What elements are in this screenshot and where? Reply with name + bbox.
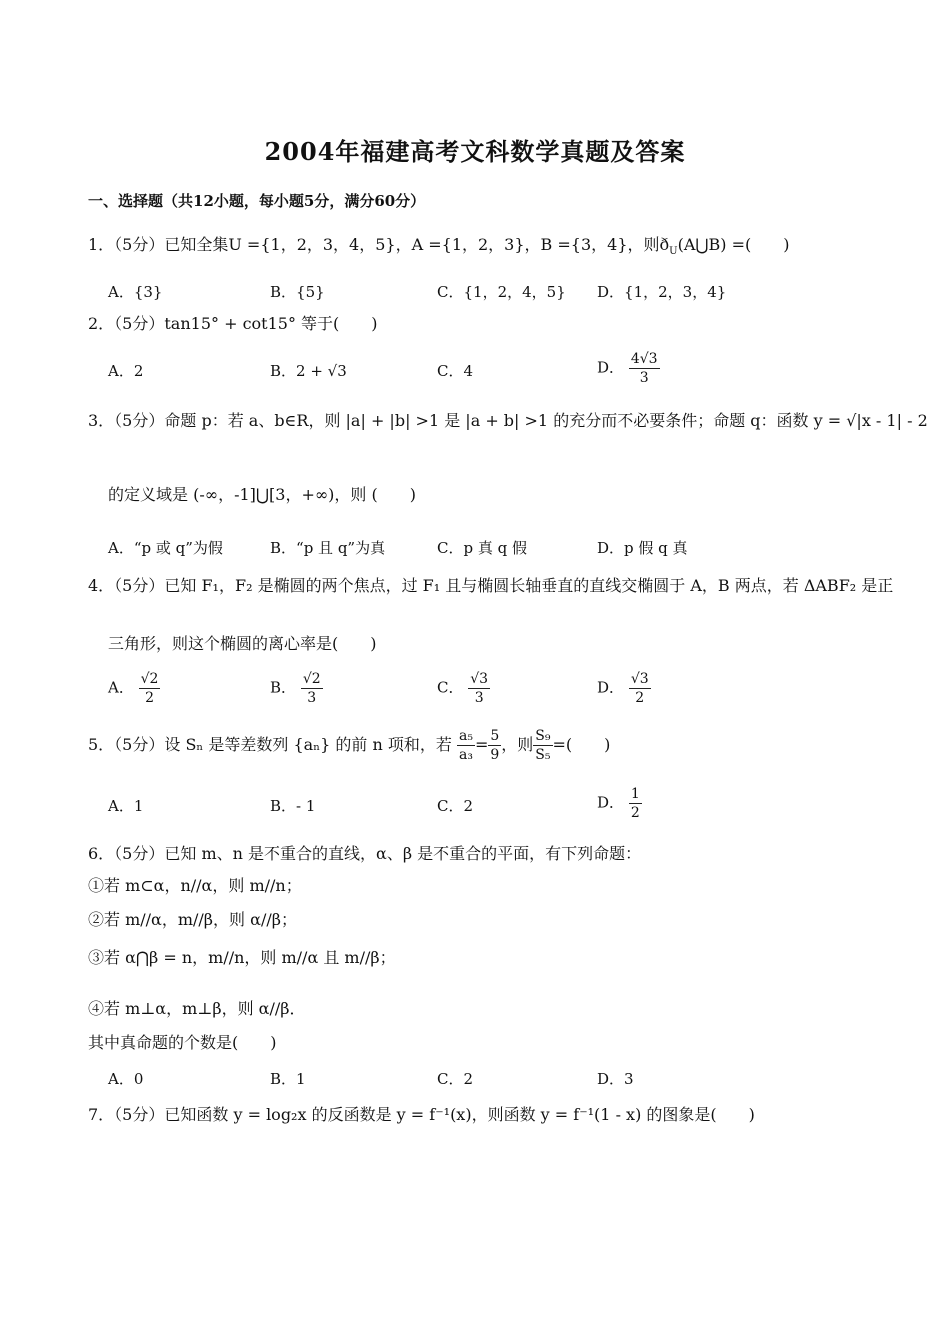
option-d-label: D． xyxy=(597,678,625,697)
fraction-denominator: S₅ xyxy=(535,747,551,763)
option-d xyxy=(597,670,651,707)
question-3-line-1: 3．（5分）命题 p：若 a、b∈R，则 |a| + |b| >1 是 |a + b| >1 的充分而不必要条件；命题 q：函数 y = √|x - 1| - 2 xyxy=(88,411,928,430)
option-b xyxy=(270,670,323,707)
fraction xyxy=(629,670,651,707)
option-c: C．{1，2，4，5} xyxy=(437,283,566,301)
option-c xyxy=(437,670,490,707)
option-b: B．“p 且 q”为真 xyxy=(270,539,386,557)
option-a: A．1 xyxy=(108,797,144,815)
option-d-label: D． xyxy=(597,358,625,377)
fraction-denominator: a₃ xyxy=(458,747,473,763)
question-6-ask: 其中真命题的个数是( ) xyxy=(88,1033,277,1052)
fraction-denominator: 3 xyxy=(639,370,649,386)
option-d: D．{1，2，3，4} xyxy=(597,283,727,301)
option-b: B．- 1 xyxy=(270,797,316,815)
fraction-denominator: 3 xyxy=(307,690,317,706)
option-a-label: A． xyxy=(108,678,134,697)
proposition-3: ③若 α⋂β = n，m//n，则 m//α 且 m//β； xyxy=(88,948,396,967)
fraction-numerator: √3 xyxy=(470,671,489,687)
section-heading: 一、选择题（共12小题，每小题5分，满分60分） xyxy=(88,192,426,210)
fraction-numerator: 4√3 xyxy=(630,351,658,367)
question-5-tail: =( ) xyxy=(552,735,611,754)
fraction xyxy=(488,727,501,764)
fraction xyxy=(301,670,323,707)
equals-sign: = xyxy=(474,735,489,754)
fraction xyxy=(629,350,660,387)
fraction-numerator: a₅ xyxy=(458,728,473,744)
question-1-stem-tail: (A⋃B) =( ) xyxy=(677,235,790,254)
option-a: A．“p 或 q”为假 xyxy=(108,539,223,557)
fraction-denominator: 2 xyxy=(630,805,640,821)
option-c-label: C． xyxy=(437,678,464,697)
question-7: 7．（5分）已知函数 y = log₂x 的反函数是 y = f⁻¹(x)，则函数 y = f⁻¹(1 - x) 的图象是( ) xyxy=(88,1105,755,1124)
option-a xyxy=(108,670,160,707)
fraction-numerator: S₉ xyxy=(535,728,551,744)
question-4-line-2: 三角形，则这个椭圆的离心率是( ) xyxy=(108,634,377,653)
question-1-stem: 1．（5分）已知全集U ={1，2，3，4，5}，A ={1，2，3}，B ={3，4}，则ð xyxy=(88,235,670,254)
question-5 xyxy=(88,727,610,764)
question-1 xyxy=(88,234,790,263)
question-2: 2．（5分）tan15° + cot15° 等于( ) xyxy=(88,314,378,333)
fraction-denominator: 3 xyxy=(474,690,484,706)
option-d-label: D． xyxy=(597,793,625,812)
question-4-line-1: 4．（5分）已知 F₁，F₂ 是椭圆的两个焦点，过 F₁ 且与椭圆长轴垂直的直线交椭圆于 A，B 两点，若 ΔABF₂ 是正 xyxy=(88,576,894,595)
option-b: B．1 xyxy=(270,1070,306,1088)
proposition-1: ①若 m⊂α，n//α，则 m//n； xyxy=(88,876,302,895)
option-c: C．2 xyxy=(437,797,474,815)
fraction-denominator: 2 xyxy=(635,690,645,706)
proposition-2: ②若 m//α，m//β，则 α//β； xyxy=(88,910,297,929)
page-title: 2004年福建高考文科数学真题及答案 xyxy=(264,137,686,166)
question-6: 6．（5分）已知 m、n 是不重合的直线，α、β 是不重合的平面，有下列命题： xyxy=(88,844,642,863)
question-3-line-2: 的定义域是 (-∞，-1]⋃[3，+∞)，则 ( ) xyxy=(108,485,416,504)
proposition-4: ④若 m⊥α，m⊥β，则 α//β． xyxy=(88,999,306,1018)
option-d: D．3 xyxy=(597,1070,634,1088)
fraction-numerator: √2 xyxy=(302,671,321,687)
fraction-numerator: √3 xyxy=(630,671,649,687)
fraction-denominator: 9 xyxy=(490,747,500,763)
option-c: C．2 xyxy=(437,1070,474,1088)
question-5-stem: 5．（5分）设 Sₙ 是等差数列 {aₙ} 的前 n 项和，若 xyxy=(88,735,452,754)
fraction xyxy=(139,670,161,707)
fraction xyxy=(533,727,552,764)
option-b-label: B． xyxy=(270,678,297,697)
option-a: A．{3} xyxy=(108,283,163,301)
option-d xyxy=(597,350,660,387)
fraction xyxy=(468,670,490,707)
fraction-numerator: 1 xyxy=(630,786,640,802)
option-b: B．2 + √3 xyxy=(270,362,347,380)
question-5-mid: ，则 xyxy=(501,735,534,754)
fraction xyxy=(629,785,642,822)
option-a: A．2 xyxy=(108,362,144,380)
fraction xyxy=(457,727,475,764)
option-c: C．4 xyxy=(437,362,474,380)
u-subscript: U xyxy=(669,246,678,258)
option-d: D．p 假 q 真 xyxy=(597,539,688,557)
fraction-numerator: 5 xyxy=(490,728,500,744)
fraction-numerator: √2 xyxy=(140,671,159,687)
option-b: B．{5} xyxy=(270,283,325,301)
option-d xyxy=(597,785,642,822)
option-c: C．p 真 q 假 xyxy=(437,539,527,557)
option-a: A．0 xyxy=(108,1070,144,1088)
fraction-denominator: 2 xyxy=(145,690,154,706)
